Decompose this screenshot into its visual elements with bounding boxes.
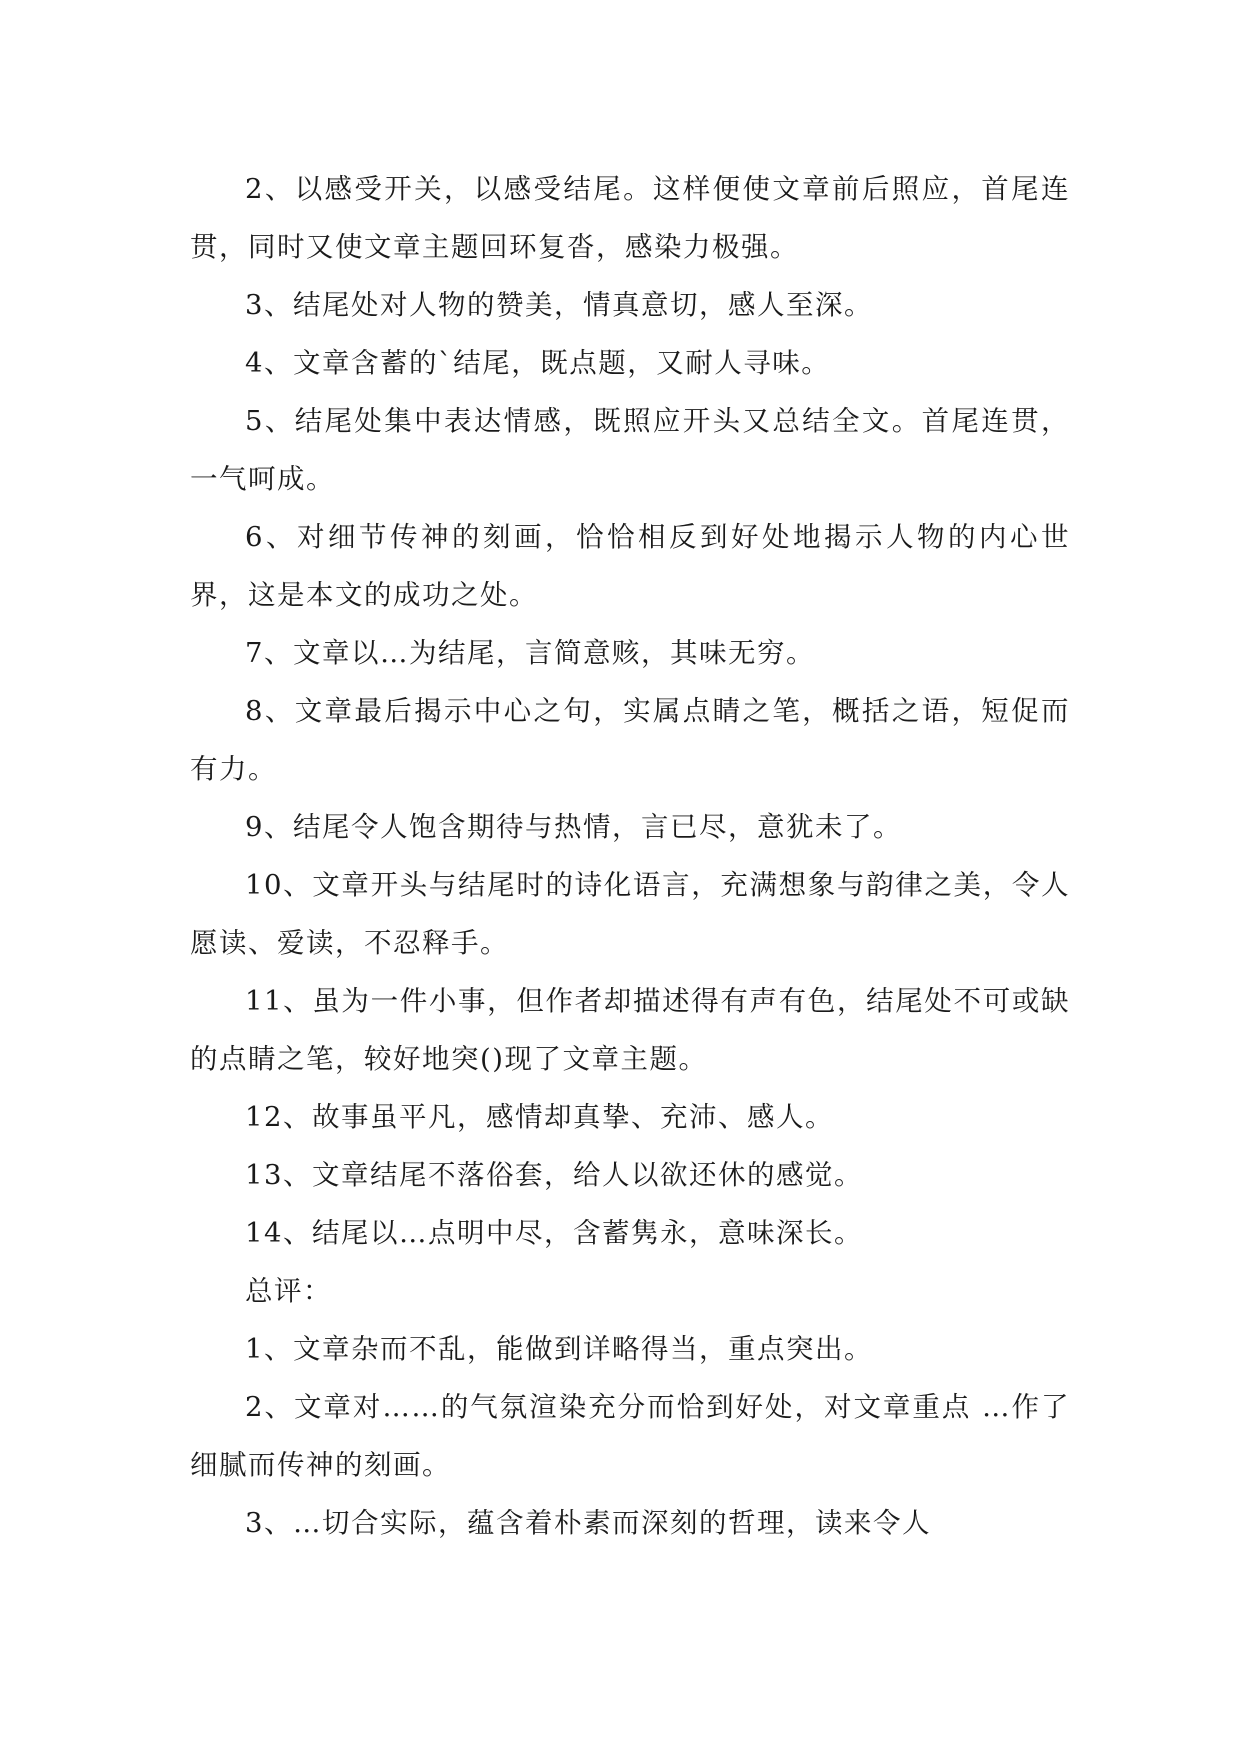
summary-heading: 总评： (245, 1275, 332, 1307)
document-page (190, 160, 1070, 1552)
paragraph-4: 4、文章含蓄的`结尾，既点题，又耐人寻味。 (245, 347, 831, 379)
summary-item-2: 2、文章对……的气氛渲染充分而恰到好处，对文章重点 …作了细腻而传神的刻画。 (190, 1391, 1070, 1481)
paragraph-14: 14、结尾以…点明中尽，含蓄隽永，意味深长。 (245, 1217, 863, 1249)
paragraph-7: 7、文章以…为结尾，言简意赅，其味无穷。 (245, 637, 815, 669)
paragraph-10: 10、文章开头与结尾时的诗化语言，充满想象与韵律之美，令人愿读、爱读，不忍释手。 (190, 869, 1070, 959)
paragraph-3: 3、结尾处对人物的赞美，情真意切，感人至深。 (245, 289, 873, 321)
paragraph-9: 9、结尾令人饱含期待与热情，言已尽，意犹未了。 (245, 811, 902, 843)
paragraph-8: 8、文章最后揭示中心之句，实属点睛之笔，概括之语，短促而有力。 (190, 695, 1070, 785)
paragraph-6: 6、对细节传神的刻画，恰恰相反到好处地揭示人物的内心世界，这是本文的成功之处。 (190, 521, 1070, 611)
paragraph-11: 11、虽为一件小事，但作者却描述得有声有色，结尾处不可或缺的点睛之笔，较好地突()现了文章主题。 (190, 985, 1070, 1075)
paragraph-12: 12、故事虽平凡，感情却真挚、充沛、感人。 (245, 1101, 834, 1133)
summary-item-3: 3、…切合实际，蕴含着朴素而深刻的哲理，读来令人 (245, 1507, 931, 1539)
paragraph-13: 13、文章结尾不落俗套，给人以欲还休的感觉。 (245, 1159, 863, 1191)
paragraph-5: 5、结尾处集中表达情感，既照应开头又总结全文。首尾连贯，一气呵成。 (190, 405, 1070, 495)
summary-item-1: 1、文章杂而不乱，能做到详略得当，重点突出。 (245, 1333, 873, 1365)
paragraph-2: 2、以感受开关，以感受结尾。这样便使文章前后照应，首尾连贯，同时又使文章主题回环复沓，感染力极强。 (190, 173, 1070, 263)
